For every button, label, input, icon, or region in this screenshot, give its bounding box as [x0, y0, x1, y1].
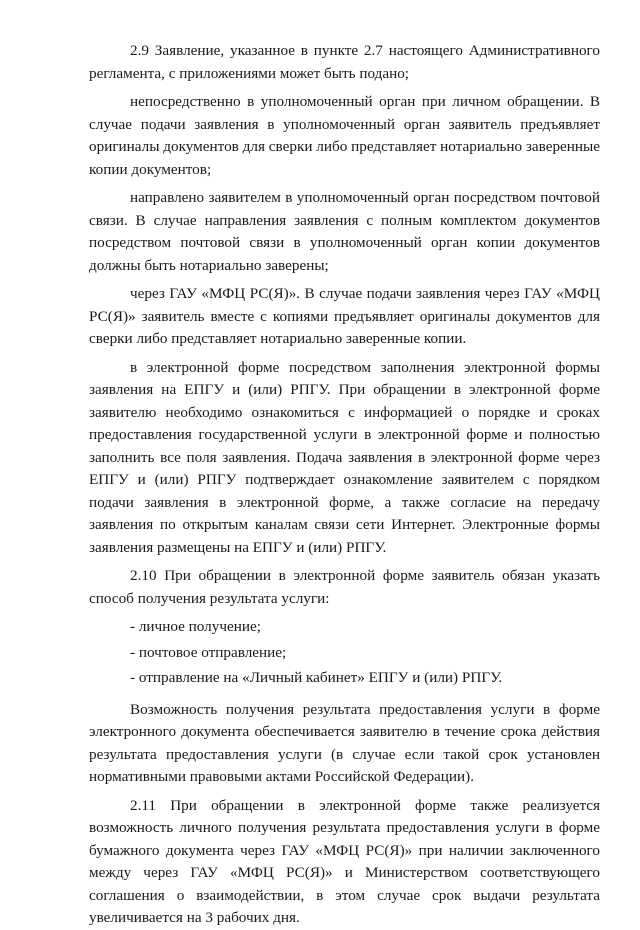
document-body	[89, 40, 600, 930]
list-item-personal-account: - отправление на «Личный кабинет» ЕПГУ и (или) РПГУ.	[130, 669, 503, 686]
paragraph-by-mail: направлено заявителем в уполномоченный орган посредством почтовой связи. В случае направления заявления с полным комплектом документов посредством почтовой связи в уполномоченный орган копии документов должны быть нотариально заверены;	[89, 189, 600, 274]
list-item-postal: - почтовое отправление;	[130, 643, 287, 661]
paragraph-2-11: 2.11 При обращении в электронной форме также реализуется возможность личного получения результата предоставления услуги в форме бумажного документа через ГАУ «МФЦ РС(Я)» при наличии заключенного между через ГАУ «МФЦ РС(Я)» и Министерством соответствующего соглашения о взаимодействии, в этом случае срок выдачи результата увеличивается на 3 рабочих дня.	[89, 796, 600, 926]
paragraph-2-10: 2.10 При обращении в электронной форме заявитель обязан указать способ получения результата услуги:	[89, 567, 600, 607]
paragraph-via-mfc: через ГАУ «МФЦ РС(Я)». В случае подачи заявления через ГАУ «МФЦ РС(Я)» заявитель вместе с копиями предъявляет оригиналы документов для сверки либо представляет нотариально заверенные копии.	[89, 285, 600, 347]
paragraph-electronic-result: Возможность получения результата предоставления услуги в форме электронного документа обеспечивается заявителю в течение срока действия результата предоставления услуги (в случае если такой срок установлен нормативными правовыми актами Российской Федерации).	[89, 700, 600, 785]
list-item-personal-pickup: - личное получение;	[130, 618, 261, 635]
paragraph-in-person: непосредственно в уполномоченный орган при личном обращении. В случае подачи заявления в уполномоченный орган заявитель предъявляет оригиналы документов для сверки либо представляет нотариально заверенные копии документов;	[89, 93, 600, 178]
paragraph-2-9: 2.9 Заявление, указанное в пункте 2.7 настоящего Административного регламента, с приложениями может быть подано;	[89, 42, 600, 82]
paragraph-electronic: в электронной форме посредством заполнения электронной формы заявления на ЕПГУ и (или) РПГУ. При обращении в электронной форме заявителю необходимо ознакомиться с информацией о порядке и сроках предоставления государственной услуги в электронной форме и полностью заполнить все поля заявления. Подача заявления в электронной форме через ЕПГУ и (или) РПГУ подтверждает ознакомление заявителем с порядком подачи заявления в электронной форме, а также согласие на передачу заявления по открытым каналам связи сети Интернет. Электронные формы заявления размещены на ЕПГУ и (или) РПГУ.	[89, 358, 600, 556]
